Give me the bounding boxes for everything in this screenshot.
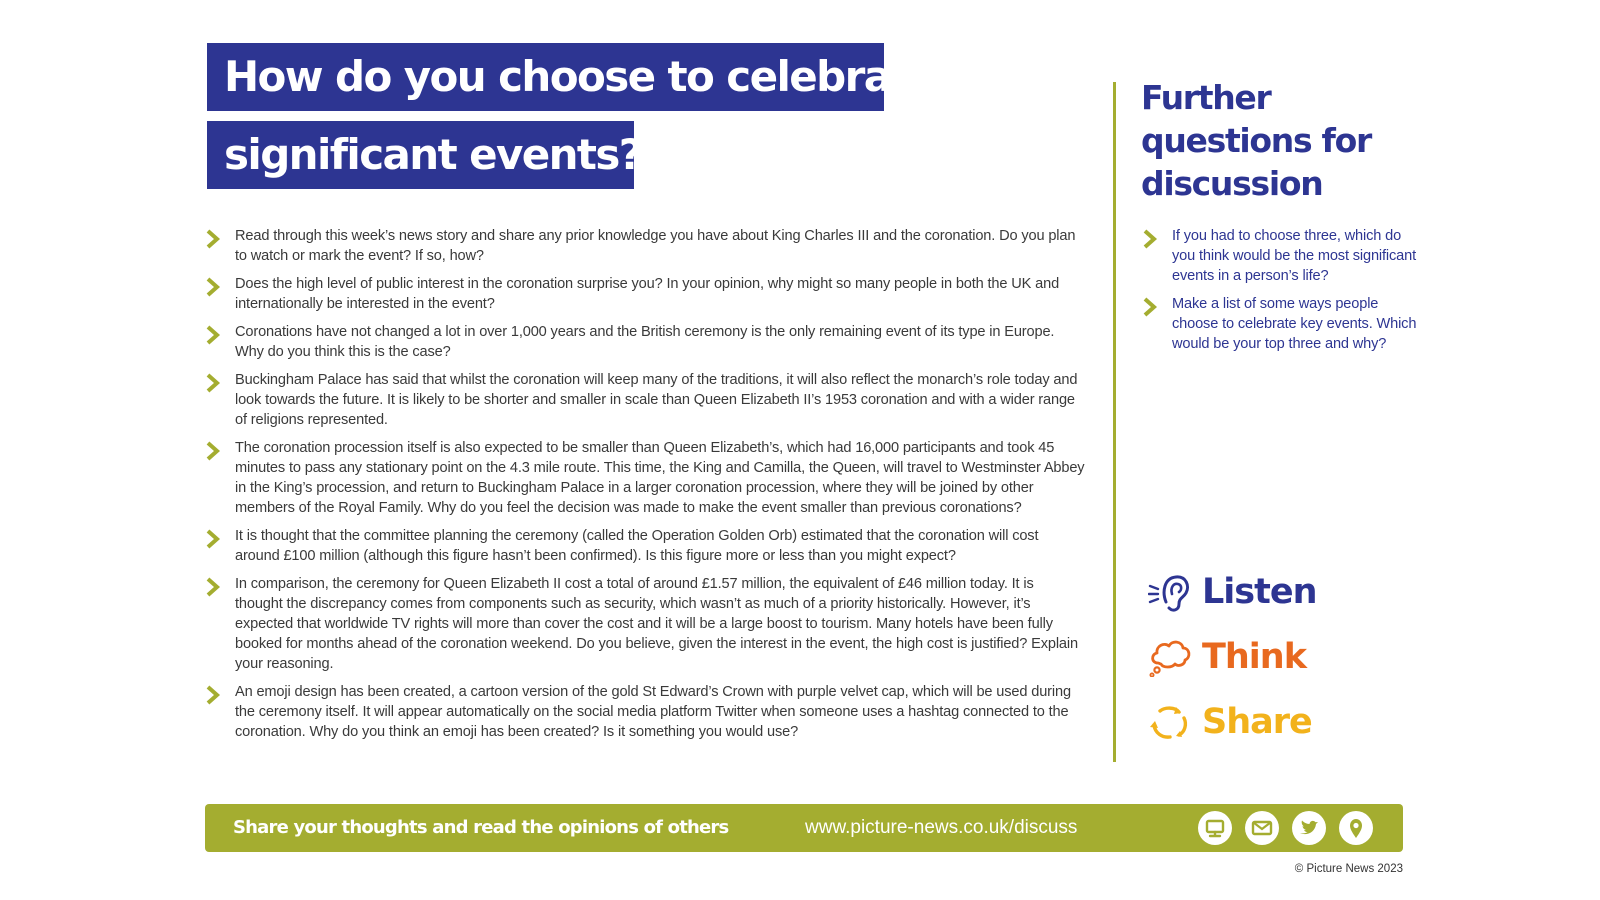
chevron-right-icon — [205, 276, 223, 298]
twitter-icon[interactable] — [1292, 811, 1326, 845]
think-label: Think — [1202, 637, 1306, 677]
email-icon[interactable] — [1245, 811, 1279, 845]
chevron-right-icon — [205, 684, 223, 706]
chevron-right-icon — [205, 372, 223, 394]
page-title-line-2: significant events? — [207, 121, 634, 189]
discuss-link[interactable]: www.picture-news.co.uk/discuss — [805, 817, 1078, 838]
list-item — [205, 438, 1085, 518]
list-item — [205, 574, 1085, 674]
chevron-right-icon — [205, 528, 223, 550]
further-questions-title: Further questions for discussion — [1141, 78, 1371, 203]
question-text: It is thought that the committee planning the ceremony (called the Operation Golden Orb) estimated that the coronation will cost around £100 million (although this figure hasn’t been confirmed). Is this figure more or less than you might expect? — [235, 528, 1039, 564]
further-question-text: Make a list of some ways people choose to celebrate key events. Which would be your top three and why? — [1172, 296, 1417, 352]
copyright-notice: © Picture News 2023 — [1294, 863, 1403, 875]
list-item — [205, 682, 1085, 742]
chevron-right-icon — [205, 324, 223, 346]
question-text: An emoji design has been created, a cartoon version of the gold St Edward’s Crown with purple velvet cap, which will be used during the ceremony itself. It will appear automatically on the social media platform Twitter when someone uses a hashtag connected to the coronation. Why do you think an emoji has been created? Is it something you would use? — [235, 684, 1071, 740]
chevron-right-icon — [205, 440, 223, 462]
question-text: Does the high level of public interest in the coronation surprise you? In your opinion, why might so many people in both the UK and internationally be interested in the event? — [235, 276, 1060, 312]
ear-icon — [1148, 572, 1194, 612]
list-item — [205, 322, 1085, 362]
list-item — [1142, 226, 1422, 286]
location-pin-icon[interactable] — [1339, 811, 1373, 845]
question-text: Read through this week’s news story and share any prior knowledge you have about King Charles III and the coronation. Do you plan to watch or mark the event? If so, how? — [235, 228, 1076, 264]
further-question-text: If you had to choose three, which do you think would be the most significant events in a person’s life? — [1172, 228, 1417, 284]
discussion-question-list — [205, 226, 1085, 750]
question-text: Coronations have not changed a lot in over 1,000 years and the British ceremony is the only remaining event of its type in Europe. Why do you think this is the case? — [235, 324, 1055, 360]
chevron-right-icon — [205, 228, 223, 250]
list-item — [205, 526, 1085, 566]
thought-bubble-icon — [1148, 637, 1194, 677]
listen-label-group — [1148, 569, 1368, 615]
share-arrows-icon — [1148, 702, 1194, 742]
think-label-group — [1148, 634, 1368, 680]
list-item — [205, 274, 1085, 314]
page-title-line-1: How do you choose to celebrate — [207, 43, 884, 111]
vertical-divider — [1113, 82, 1116, 762]
list-item — [205, 226, 1085, 266]
chevron-right-icon — [205, 576, 223, 598]
monitor-icon[interactable] — [1198, 811, 1232, 845]
chevron-right-icon — [1142, 228, 1160, 250]
footer-cta: Share your thoughts and read the opinions of others — [233, 817, 729, 838]
question-text: Buckingham Palace has said that whilst the coronation will keep many of the traditions, it will also reflect the monarch’s role today and look towards the future. It is likely to be shorter and smaller in scale than Queen Elizabeth II’s 1953 coronation and with a wider range of religions represented. — [235, 372, 1078, 428]
footer-bar — [205, 804, 1403, 852]
listen-label: Listen — [1202, 572, 1317, 612]
list-item — [1142, 294, 1422, 354]
chevron-right-icon — [1142, 296, 1160, 318]
share-label-group — [1148, 699, 1368, 745]
list-item — [205, 370, 1085, 430]
share-label: Share — [1202, 702, 1312, 742]
question-text: The coronation procession itself is also expected to be smaller than Queen Elizabeth’s, which had 16,000 participants and took 45 minutes to pass any stationary point on the 4.3 mile route. This time, the King and Camilla, the Queen, will travel to Westminster Abbey in the King’s procession, and return to Buckingham Palace in a larger coronation procession, where they will be joined by other members of the Royal Family. Why do you feel the decision was made to make the event smaller than previous coronations? — [235, 440, 1085, 516]
further-question-list — [1142, 226, 1422, 362]
question-text: In comparison, the ceremony for Queen Elizabeth II cost a total of around £1.57 million, the equivalent of £46 million today. It is thought the discrepancy comes from components such as security, which wasn’t as much of a priority historically. However, it’s expected that worldwide TV rights will more than cover the cost and it will be a large boost to tourism. Many hotels have been fully booked for months ahead of the coronation weekend. Do you believe, given the interest in the event, the high cost is justified? Explain your reasoning. — [235, 576, 1078, 672]
